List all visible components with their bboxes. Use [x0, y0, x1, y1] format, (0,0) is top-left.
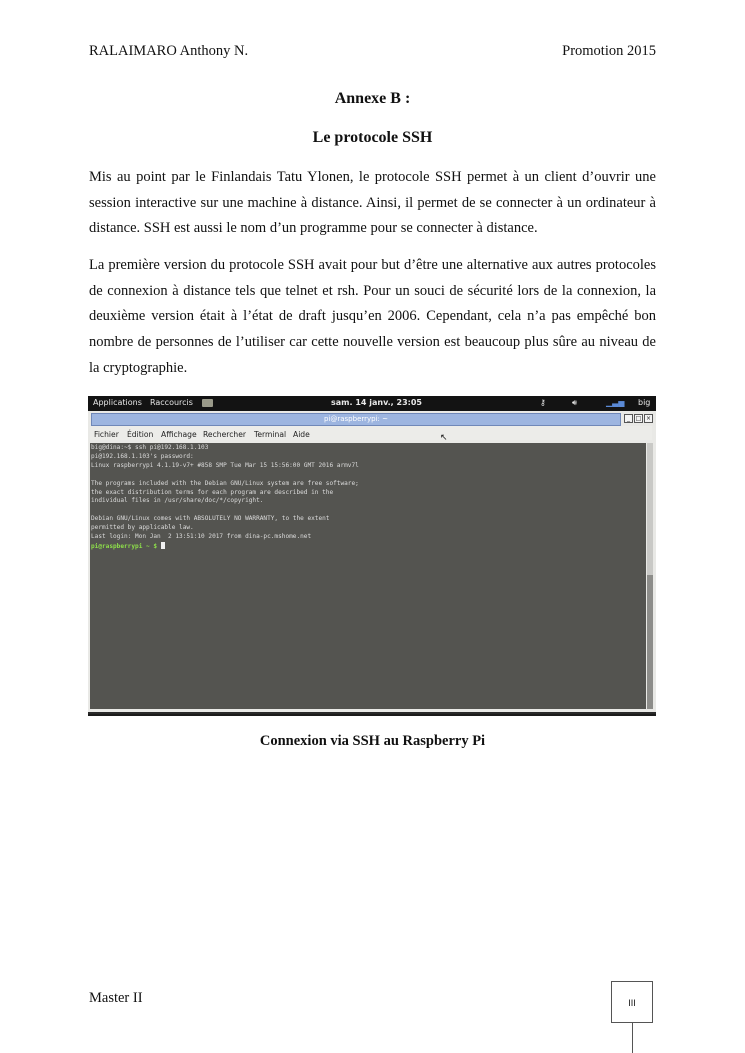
minimize-icon[interactable]: _ — [624, 414, 633, 423]
text-cursor — [161, 542, 165, 549]
menu-terminal[interactable]: Terminal — [254, 430, 287, 439]
annex-title: Le protocole SSH — [312, 129, 433, 146]
terminal-line: individual files in /usr/share/doc/*/copyright. — [91, 497, 264, 505]
terminal-scrollbar[interactable] — [647, 443, 653, 709]
terminal-line: the exact distribution terms for each program are described in the — [91, 488, 334, 496]
annex-label: Annexe B : — [334, 90, 411, 107]
terminal-line: Last login: Mon Jan 2 13:51:10 2017 from dina-pc.mshome.net — [91, 533, 312, 541]
terminal-line: big@dina:~$ ssh pi@192.168.1.103 — [91, 444, 209, 451]
footer-degree: Master II — [89, 990, 143, 1006]
folder-icon[interactable] — [202, 399, 213, 407]
terminal-screenshot — [88, 396, 656, 716]
header-author: RALAIMARO Anthony N. — [89, 43, 249, 59]
menu-bar — [90, 426, 652, 440]
window-title[interactable]: pi@raspberrypi: ~ — [91, 413, 621, 426]
panel-user[interactable]: big — [638, 398, 651, 407]
header-promotion: Promotion 2015 — [562, 43, 656, 59]
terminal-line: Linux raspberrypi 4.1.19-v7+ #858 SMP Tue Mar 15 15:56:00 GMT 2016 armv7l — [91, 461, 359, 469]
paragraph-intro: Mis au point par le Finlandais Tatu Ylonen, le protocole SSH permet à un client d’ouvrir une session interactive sur une machine à distance. Ainsi, il permet de se connecter à un ordinateur à distance. SSH est aussi le nom d’un programme pour se connecter à distance. — [89, 169, 656, 237]
top-panel — [88, 396, 656, 411]
terminal-window — [88, 411, 656, 714]
terminal-line: Debian GNU/Linux comes with ABSOLUTELY NO WARRANTY, to the extent — [91, 515, 330, 523]
panel-shortcuts-menu[interactable]: Raccourcis — [150, 398, 193, 407]
terminal-line: The programs included with the Debian GNU/Linux system are free software; — [91, 479, 359, 487]
panel-clock[interactable]: sam. 14 janv., 23:05 — [331, 398, 422, 407]
menu-affichage[interactable]: Affichage — [161, 430, 197, 439]
figure-caption: Connexion via SSH au Raspberry Pi — [259, 733, 486, 749]
terminal-output[interactable] — [90, 443, 646, 709]
mouse-pointer-icon: ↖ — [440, 433, 448, 443]
terminal-line: pi@192.168.1.103's password: — [91, 452, 194, 460]
menu-rechercher[interactable]: Rechercher — [203, 430, 247, 439]
menu-fichier[interactable]: Fichier — [94, 430, 119, 439]
volume-icon[interactable]: 🔊︎ — [572, 398, 578, 407]
network-icon[interactable]: ▁▃▅ — [606, 398, 625, 407]
menu-edition[interactable]: Édition — [127, 430, 154, 439]
maximize-icon[interactable]: □ — [635, 415, 642, 422]
terminal-line: permitted by applicable law. — [91, 524, 194, 532]
taskbar-edge — [88, 712, 656, 714]
paragraph-history: La première version du protocole SSH avait pour but d’être une alternative aux autres protocoles de connexion à distance tels que telnet et rsh. Pour un souci de sécurité lors de la connexion, la deuxième version était à l’état de draft jusqu’en 2006. Cependant, cela n’a pas empêché bon nombre de personnes de l’utiliser car cette nouvelle version est beaucoup plus sûre au niveau de la cryptographie. — [89, 257, 656, 376]
terminal-prompt: pi@raspberrypi ~ $ — [91, 542, 161, 550]
page-number: III — [611, 981, 653, 1023]
close-icon[interactable]: × — [645, 415, 652, 422]
key-icon[interactable]: ⚷ — [540, 398, 546, 407]
page-number-rule — [632, 1023, 633, 1053]
scrollbar-thumb[interactable] — [647, 575, 653, 709]
panel-applications-menu[interactable]: Applications — [93, 398, 142, 407]
menu-aide[interactable]: Aide — [293, 430, 310, 439]
